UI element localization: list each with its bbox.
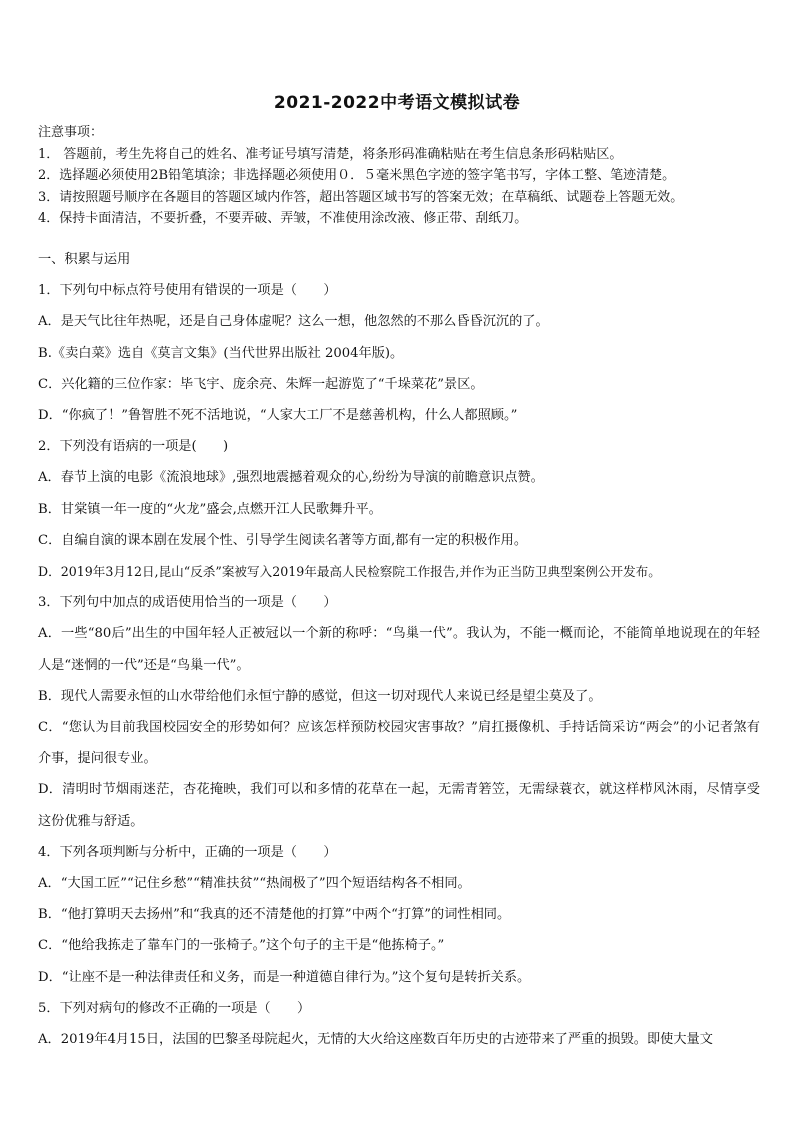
question-option: A．2019年4月15日，法国的巴黎圣母院起火，无情的大火给这座数百年历史的古迹带来了严重的损毁。即使大量文	[38, 1032, 713, 1048]
question-option: A．“大国工匠”“记住乡愁”“精准扶贫”“热闹极了”四个短语结构各不相同。	[38, 876, 471, 892]
question-option: C．兴化籍的三位作家：毕飞宇、庞余亮、朱辉一起游览了“千垛菜花”景区。	[38, 376, 484, 392]
question-option: B．现代人需要永恒的山水带给他们永恒宁静的感觉，但这一切对现代人来说已经是望尘莫及了。	[38, 688, 602, 704]
notice-item: 2．选择题必须使用2B铅笔填涂；非选择题必须使用０．５毫米黑色字迹的签字笔书写，字体工整、笔迹清楚。	[38, 168, 676, 183]
question-option: B．“他打算明天去扬州”和“我真的还不清楚他的打算”中两个“打算”的词性相同。	[38, 907, 511, 923]
question-option: A．一些“80后”出生的中国年轻人正被冠以一个新的称呼：“鸟巢一代”。我认为，不能一概而论，不能简单地说现在的年轻人是“迷惘的一代”还是“鸟巢一代”。	[38, 626, 760, 673]
question-stem: 3．下列句中加点的成语使用恰当的一项是（ ）	[38, 595, 337, 611]
question-option: A．春节上演的电影《流浪地球》,强烈地震撼着观众的心,纷纷为导演的前瞻意识点赞。	[38, 470, 544, 486]
question-option: D．2019年3月12日,昆山“反杀”案被写入2019年最高人民检察院工作报告,并作为正当防卫典型案例公开发布。	[38, 564, 661, 580]
question-option: D．“让座不是一种法律责任和义务，而是一种道德自律行为。”这个复句是转折关系。	[38, 969, 531, 985]
question-option: C．“他给我拣走了靠车门的一张椅子。”这个句子的主干是“他拣椅子。”	[38, 938, 445, 954]
notice-item: 1． 答题前，考生先将自己的姓名、准考证号填写清楚，将条形码准确粘贴在考生信息条形码粘贴区。	[38, 146, 623, 162]
question-option: C．“您认为目前我国校园安全的形势如何？应该怎样预防校园灾害事故？”肩扛摄像机、手持话筒采访“两会”的小记者煞有介事，提问很专业。	[38, 720, 760, 767]
question-option: A．是天气比往年热呢，还是自己身体虚呢？这么一想，他忽然的不那么昏昏沉沉的了。	[38, 314, 549, 330]
notice-item: 3．请按照题号顺序在各题目的答题区域内作答，超出答题区域书写的答案无效；在草稿纸、试题卷上答题无效。	[38, 189, 684, 205]
question-stem: 5．下列对病句的修改不正确的一项是（ ）	[38, 1000, 311, 1016]
question-content	[38, 244, 760, 1055]
question-stem: 2．下列没有语病的一项是( )	[38, 439, 229, 455]
notice-block	[38, 122, 758, 230]
notice-item: 4．保持卡面清洁，不要折叠，不要弄破、弄皱，不准使用涂改液、修正带、刮纸刀。	[38, 211, 528, 226]
question-option: D．“你疯了！”鲁智胜不死不活地说，“人家大工厂不是慈善机构，什么人都照顾。”	[38, 408, 518, 424]
question-stem: 4．下列各项判断与分析中，正确的一项是（ ）	[38, 844, 337, 860]
question-option: B．甘棠镇一年一度的“火龙”盛会,点燃开江人民歌舞升平。	[38, 501, 382, 517]
question-option: C．自编自演的课本剧在发展个性、引导学生阅读名著等方面,都有一定的积极作用。	[38, 532, 528, 548]
question-option: B.《卖白菜》选自《莫言文集》(当代世界出版社 2004年版)。	[38, 345, 404, 361]
question-stem: 1．下列句中标点符号使用有错误的一项是（ ）	[38, 283, 337, 299]
section-heading: 一、积累与运用	[38, 252, 131, 267]
question-option: D．清明时节烟雨迷茫，杏花掩映，我们可以和多情的花草在一起，无需青箬笠，无需绿蓑衣，就这样栉风沐雨，尽情享受这份优雅与舒适。	[38, 782, 760, 829]
page-title: 2021-2022中考语文模拟试卷	[273, 93, 521, 113]
notice-heading: 注意事项：	[38, 125, 104, 140]
